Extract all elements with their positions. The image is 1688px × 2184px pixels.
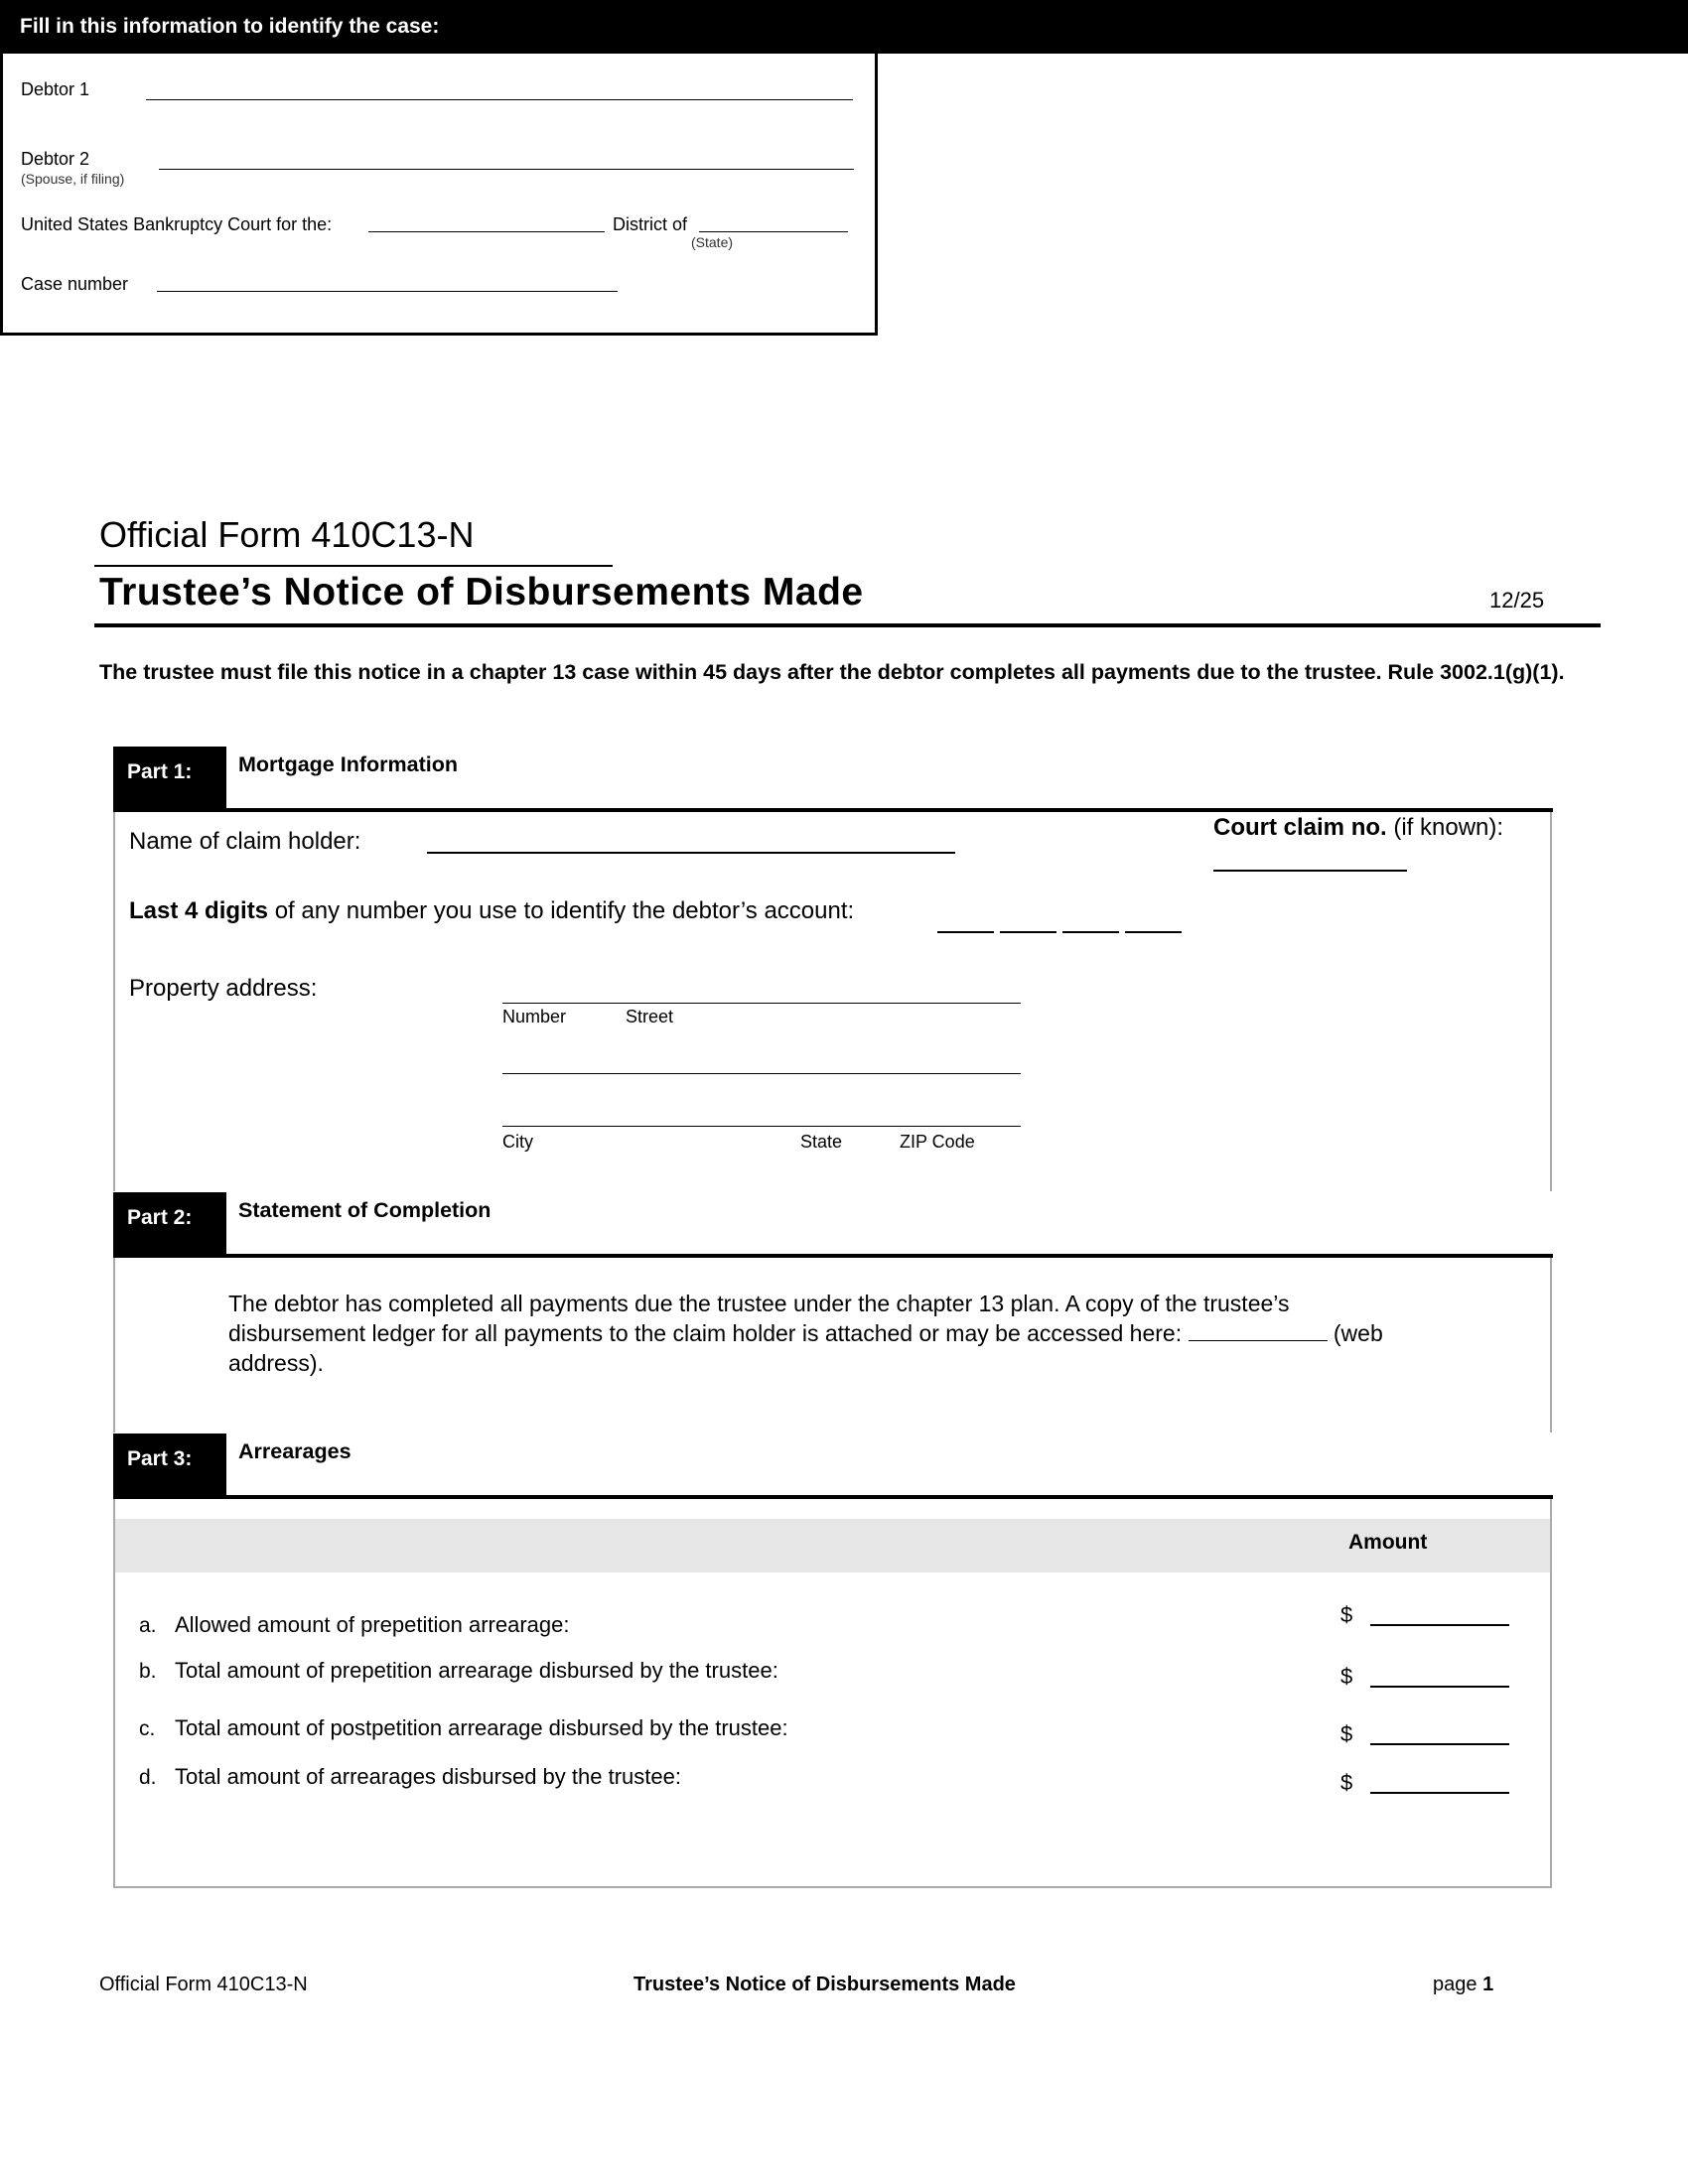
debtor1-label: Debtor 1 xyxy=(21,79,90,99)
allowed-prepetition-amount-field[interactable] xyxy=(1370,1624,1509,1626)
statement-line2-text: disbursement ledger for all payments to the claim holder is attached or may be accessed here: xyxy=(228,1320,1183,1346)
last4-rest: of any number you use to identify the debtor’s account: xyxy=(274,897,855,924)
form-number-rule xyxy=(94,565,613,567)
part2-tab: Part 2: xyxy=(113,1192,226,1258)
court-claim-field[interactable] xyxy=(1213,870,1407,872)
statement-line2-end: (web xyxy=(1333,1320,1383,1346)
intro-text: The trustee must file this notice in a chapter 13 case within 45 days after the debtor completes all payments due to the trustee. Rule 3002.1(g)(1). xyxy=(99,660,1565,684)
zip-label: ZIP Code xyxy=(900,1132,975,1152)
claim-holder-field[interactable] xyxy=(427,852,955,854)
city-label: City xyxy=(502,1132,533,1152)
state-label: State xyxy=(800,1132,843,1152)
district-label: District of xyxy=(613,214,688,234)
form-title: Trustee’s Notice of Disbursements Made xyxy=(99,571,864,614)
address-line2-field[interactable] xyxy=(502,1073,1021,1074)
last4-digit-3[interactable] xyxy=(1062,931,1119,933)
arrearage-row-letter: c. xyxy=(139,1717,156,1740)
last4-digit-4[interactable] xyxy=(1125,931,1182,933)
case-number-field[interactable] xyxy=(157,291,618,292)
dollar-sign: $ xyxy=(1340,1721,1353,1746)
arrearage-row-letter: a. xyxy=(139,1614,157,1637)
arrearage-row-letter: d. xyxy=(139,1766,157,1789)
footer-title: Trustee’s Notice of Disbursements Made xyxy=(633,1974,1016,1995)
street-label: Street xyxy=(626,1007,674,1026)
court-claim-bold: Court claim no. xyxy=(1213,814,1387,841)
postpetition-disbursed-amount-field[interactable] xyxy=(1370,1743,1509,1745)
debtor1-field[interactable] xyxy=(146,99,853,100)
court-label: United States Bankruptcy Court for the: xyxy=(21,214,333,234)
debtor2-sub: (Spouse, if filing) xyxy=(21,171,125,187)
arrearage-row-text: Total amount of prepetition arrearage disbursed by the trustee: xyxy=(175,1658,778,1683)
web-address-field[interactable] xyxy=(1189,1318,1328,1341)
footer-page xyxy=(1433,1974,1493,1996)
arrearage-row-text: Total amount of postpetition arrearage disbursed by the trustee: xyxy=(175,1715,788,1740)
arrearage-row-letter: b. xyxy=(139,1660,157,1683)
statement-line3: address). xyxy=(228,1350,324,1376)
address-line1-field[interactable] xyxy=(502,1003,1021,1004)
court-claim-rest: (if known): xyxy=(1393,814,1504,841)
footer-page-label: page xyxy=(1433,1974,1477,1995)
title-rule xyxy=(94,623,1601,627)
statement-line2 xyxy=(228,1318,1549,1348)
form-number: Official Form 410C13-N xyxy=(99,514,475,555)
footer-page-number: 1 xyxy=(1482,1974,1494,1995)
last4-label xyxy=(129,897,854,925)
claim-holder-label: Name of claim holder: xyxy=(129,828,361,855)
statement-line1: The debtor has completed all payments due the trustee under the chapter 13 plan. A copy of the trustee’s xyxy=(228,1291,1290,1316)
court-claim-label xyxy=(1213,814,1503,842)
arrearage-row-text: Allowed amount of prepetition arrearage: xyxy=(175,1612,570,1637)
court-field[interactable] xyxy=(368,231,605,232)
part2-title: Statement of Completion xyxy=(238,1198,492,1222)
statement-text xyxy=(228,1289,1549,1378)
arrearage-row-text: Total amount of arrearages disbursed by the trustee: xyxy=(175,1764,681,1789)
part3-tab: Part 3: xyxy=(113,1433,226,1499)
debtor2-field[interactable] xyxy=(159,169,854,170)
last4-digit-1[interactable] xyxy=(937,931,994,933)
footer-form-number: Official Form 410C13-N xyxy=(99,1974,308,1995)
property-address-label: Property address: xyxy=(129,975,318,1002)
part3-title: Arrearages xyxy=(238,1439,352,1463)
case-identification-box xyxy=(0,0,878,336)
debtor2-label: Debtor 2 xyxy=(21,149,90,169)
district-state-field[interactable] xyxy=(699,231,848,232)
prepetition-disbursed-amount-field[interactable] xyxy=(1370,1686,1509,1688)
number-label: Number xyxy=(502,1007,567,1026)
last4-bold: Last 4 digits xyxy=(129,897,269,924)
part1-tab: Part 1: xyxy=(113,747,226,812)
amount-header-row xyxy=(115,1519,1550,1572)
case-box-header: Fill in this information to identify the case: xyxy=(0,0,1688,54)
last4-digit-2[interactable] xyxy=(1000,931,1056,933)
state-sub: (State) xyxy=(691,234,734,250)
dollar-sign: $ xyxy=(1340,1602,1353,1627)
address-city-state-zip-field[interactable] xyxy=(502,1126,1021,1127)
amount-header: Amount xyxy=(1348,1531,1428,1554)
dollar-sign: $ xyxy=(1340,1770,1353,1795)
dollar-sign: $ xyxy=(1340,1664,1353,1689)
form-version: 12/25 xyxy=(1489,588,1545,613)
part1-title: Mortgage Information xyxy=(238,752,458,776)
total-arrearages-disbursed-field[interactable] xyxy=(1370,1792,1509,1794)
case-number-label: Case number xyxy=(21,274,129,294)
